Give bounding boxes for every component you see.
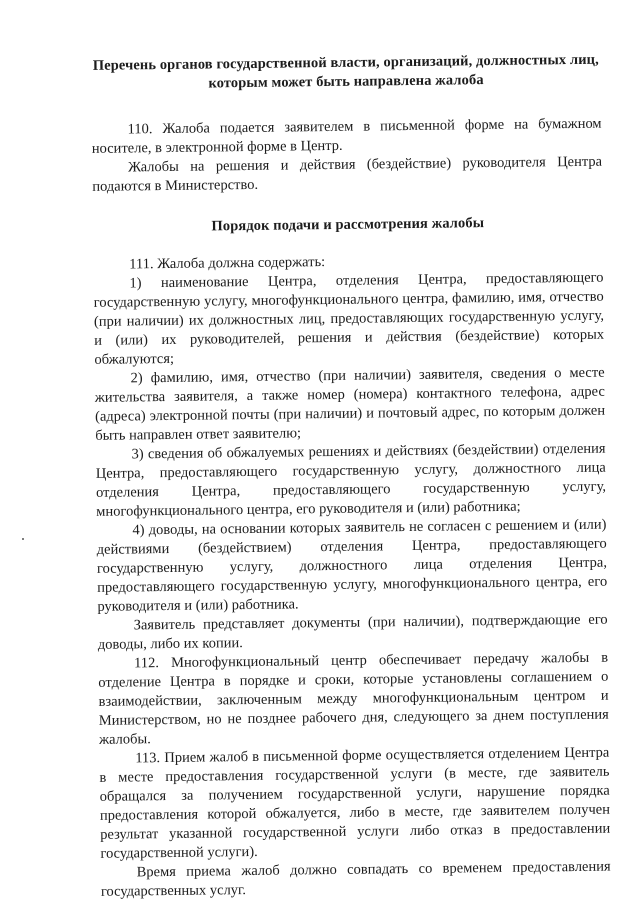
scan-speck [22, 538, 24, 540]
paragraph-111-item-4: 4) доводы, на основании которых заявитель не согласен с решением и (или) действиями (бездействием) отделения Центра, предоставляющего государственную услугу, должностного лица отделения Центра, предоставляющего государственную услугу, многофункционального центра, его руководителя и (или) работника. [96, 516, 608, 615]
section-subheading: Порядок подачи и рассмотрения жалобы [211, 215, 485, 235]
paragraph-111-item-1: 1) наименование Центра, отделения Центра, предоставляющего государственную услугу, многофункционального центра, фамилию, имя, отчество (при наличии) их должностных лиц, предоставляющих государственную услугу, и (или) их руководителей, решения и действия (бездействие) которых обжалуются; [93, 269, 605, 368]
paragraph-111-item-3: 3) сведения об обжалуемых решениях и действиях (бездействии) отделения Центра, предоставляющего государственную услугу, должностного лица отделения Центра, предоставляющего государственную услугу, многофункционального центра, его руководителя и (или) работника; [95, 440, 607, 520]
paragraph-ministry: Жалобы на решения и действия (бездействие) руководителя Центра подаются в Министерство. [92, 153, 603, 195]
paragraph-111: 111. Жалоба должна содержать: [129, 254, 326, 273]
paragraph-111-item-2: 2) фамилию, имя, отчество (при наличии) заявителя, сведения о месте жительства заявителя, а также номер (номера) контактного телефона, адрес (адреса) электронной почты (при наличии) и почтовый адрес, по которым должен быть направлен ответ заявителю; [94, 364, 606, 444]
paragraph-110: 110. Жалоба подается заявителем в письменной форме на бумажном носителе, в электронной форме в Центр. [91, 115, 602, 157]
paragraph-112: 112. Многофункциональный центр обеспечивает передачу жалобы в отделение Центра в порядке и сроки, которые установлены соглашением о взаимодействии, заключенным между многофункциональным центром и Министерством, но не позднее рабочего дня, следующего за днем поступления жалобы. [98, 649, 609, 748]
section-heading: Перечень органов государственной власти, организаций, должностных лиц, которым может быть направлена жалоба [92, 51, 599, 92]
paragraph-documents: Заявитель представляет документы (при наличии), подтверждающие его доводы, либо их копии. [97, 611, 608, 653]
paragraph-reception-time: Время приема жалоб должно совпадать со временем предоставления государственных услуг. [100, 858, 611, 900]
paragraph-113: 113. Прием жалоб в письменной форме осуществляется отделением Центра в месте предоставления государственной услуги (в месте, где заявитель обращался за получением государственной услуги, нарушение порядка предоставления которой обжалуется, либо в месте, где заявителем получен результат указанной государственной услуги либо отказ в предоставлении государственной услуги). [99, 744, 611, 862]
